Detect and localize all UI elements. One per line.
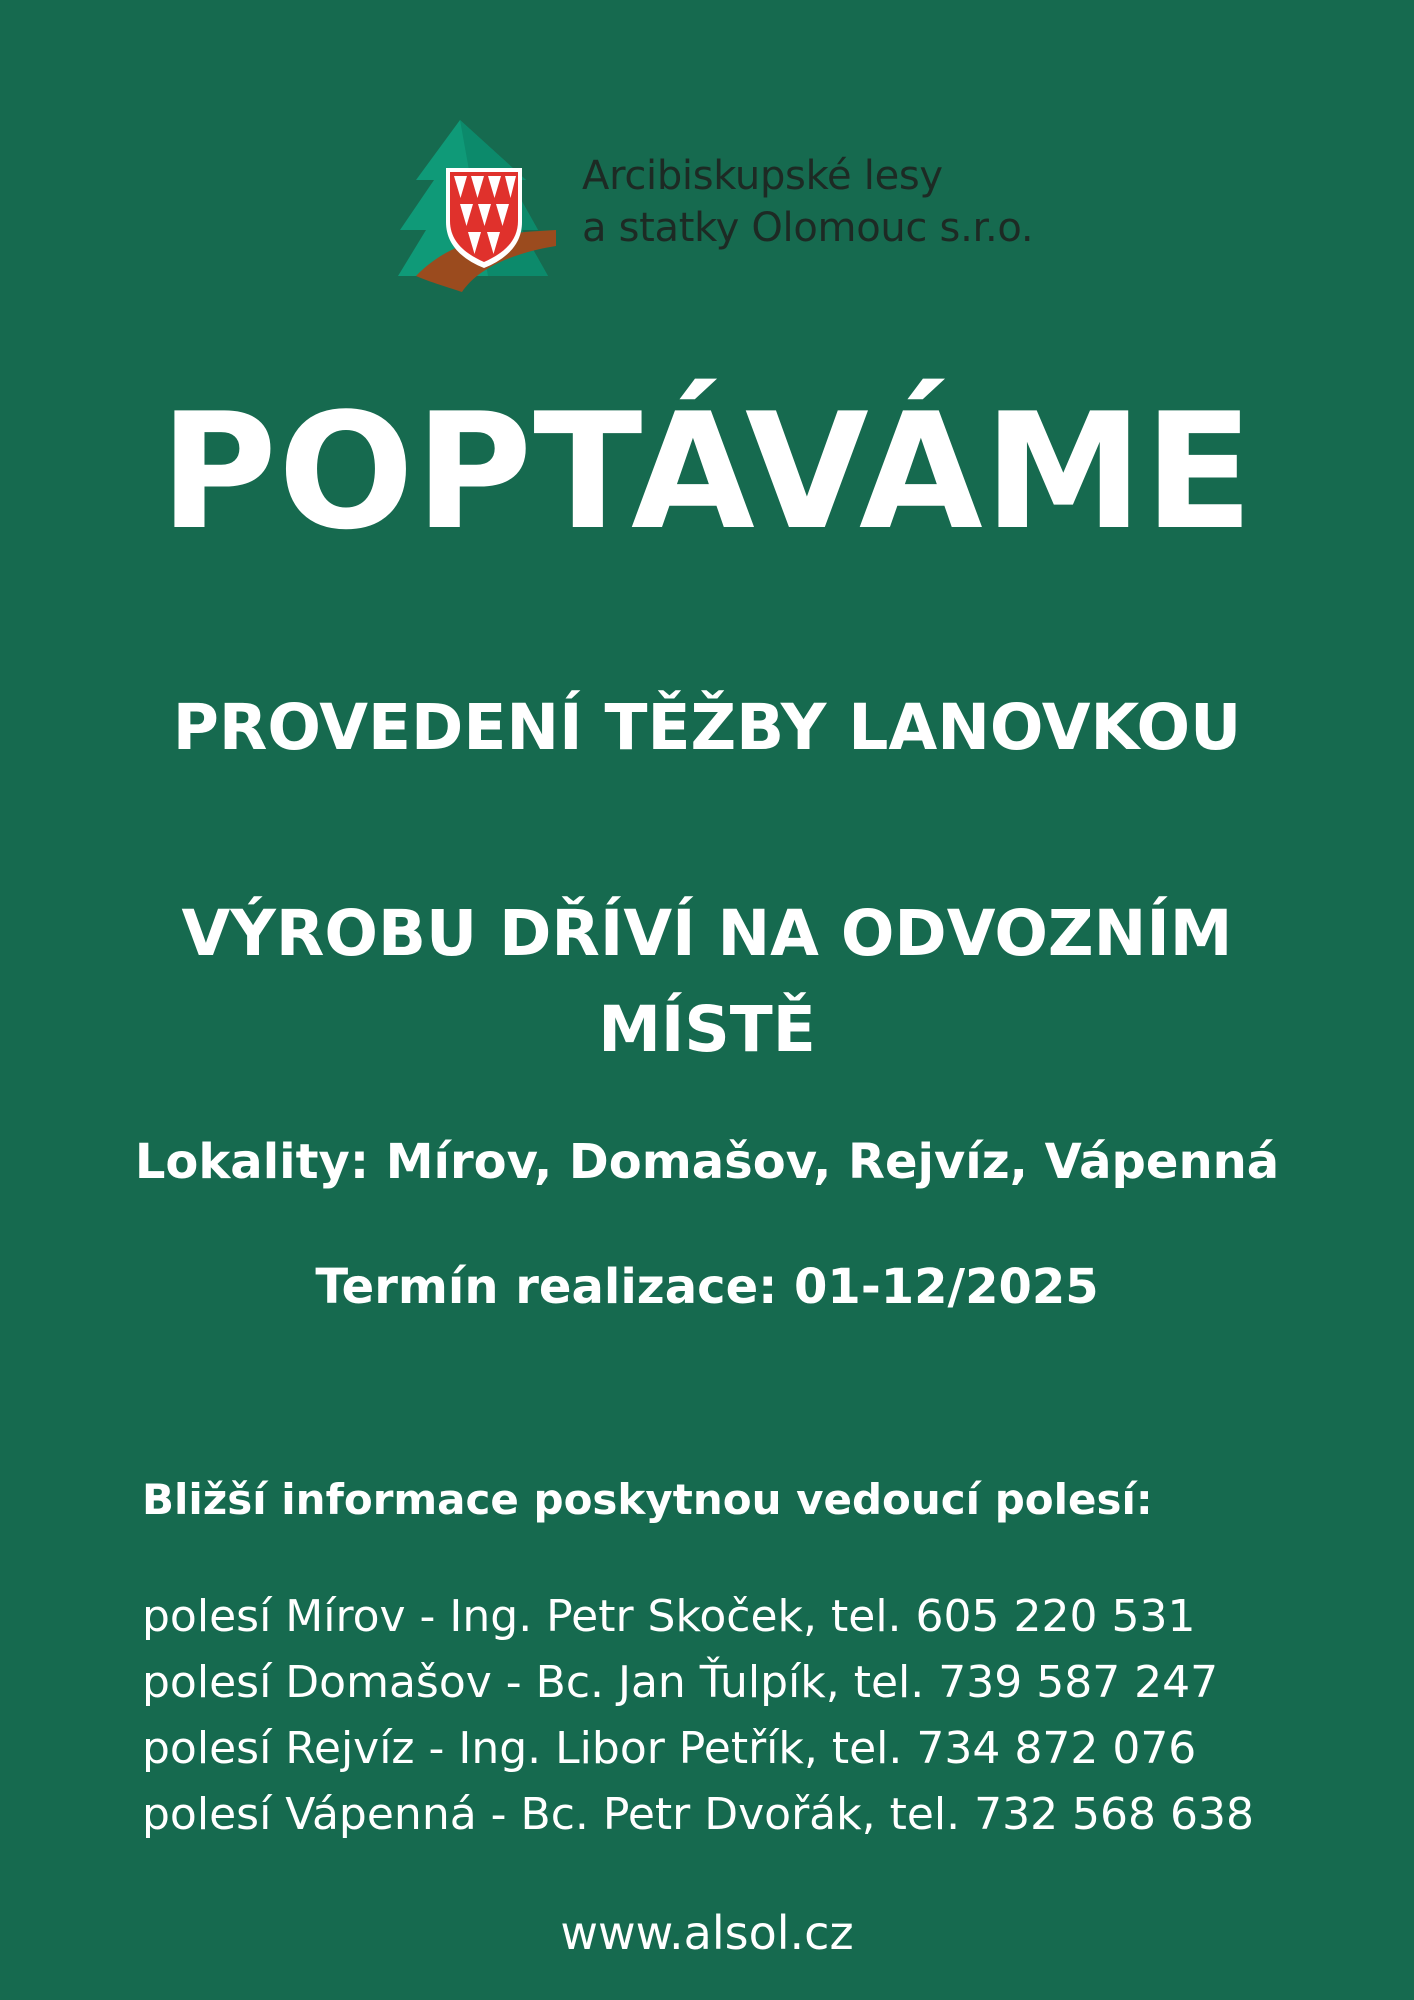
- company-name: [582, 150, 1033, 254]
- contact-row-rejviz: polesí Rejvíz - Ing. Libor Petřík, tel. 734 872 076: [142, 1723, 1197, 1774]
- realization-term: Termín realizace: 01-12/2025: [315, 1259, 1099, 1315]
- service-timber-production: [0, 886, 1414, 1078]
- service-cable-logging: PROVEDENÍ TĚŽBY LANOVKOU: [172, 691, 1242, 764]
- contact-row-domasov: polesí Domašov - Bc. Jan Ťulpík, tel. 739 587 247: [142, 1657, 1219, 1708]
- contact-info-section: [142, 1472, 1292, 1848]
- company-name-line-1: Arcibiskupské lesy: [582, 153, 943, 199]
- contact-list: [142, 1584, 1292, 1848]
- service-timber-production-line-1: VÝROBU DŘÍVÍ NA ODVOZNÍM: [181, 897, 1233, 970]
- service-timber-production-line-2: MÍSTĚ: [598, 993, 816, 1066]
- headline: POPTÁVÁME: [159, 378, 1255, 565]
- contact-info-title: Bližší informace poskytnou vedoucí polesí:: [142, 1475, 1153, 1524]
- company-name-line-2: a statky Olomouc s.r.o.: [582, 205, 1034, 251]
- contact-row-vapenna: polesí Vápenná - Bc. Petr Dvořák, tel. 732 568 638: [142, 1789, 1255, 1840]
- company-logo: [398, 118, 1038, 293]
- website-link[interactable]: www.alsol.cz: [560, 1906, 854, 1960]
- contact-row-mirov: polesí Mírov - Ing. Petr Skoček, tel. 605 220 531: [142, 1591, 1196, 1642]
- localities: Lokality: Mírov, Domašov, Rejvíz, Vápenná: [134, 1134, 1280, 1190]
- tree-with-coat-of-arms-icon: [398, 118, 558, 293]
